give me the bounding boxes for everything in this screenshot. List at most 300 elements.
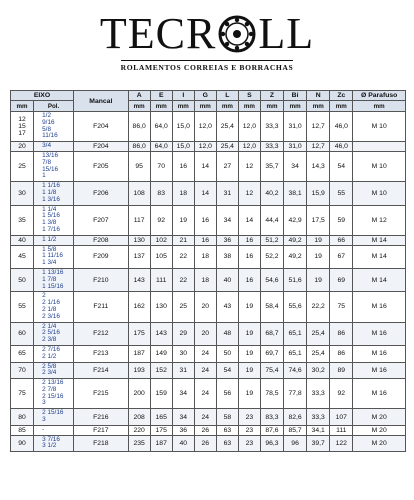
table-row	[11, 345, 406, 362]
cell-z: 69,7	[260, 345, 283, 362]
cell-e: 159	[150, 379, 172, 409]
cell-pol	[34, 142, 74, 152]
cell-e: 130	[150, 292, 172, 322]
cell-a: 86,0	[128, 112, 150, 142]
cell-mm	[11, 362, 34, 379]
table-row	[11, 409, 406, 426]
pol-value: 1 11/16	[42, 252, 63, 260]
cell-n: 39,7	[307, 435, 330, 452]
pol-value: 2 1/2	[42, 352, 57, 360]
table-row	[11, 182, 406, 205]
cell-s: 19	[238, 379, 260, 409]
cell-pol	[34, 112, 74, 142]
cell-g: 16	[194, 235, 216, 245]
mm-value: 25	[18, 163, 26, 171]
header-parafuso: Ø Parafuso	[353, 91, 406, 101]
pol-value: 2 1/16	[42, 299, 60, 307]
pol-value: 1 1/4	[42, 205, 57, 213]
cell-parafuso: M 20	[353, 425, 406, 435]
mm-value: 30	[18, 189, 26, 197]
cell-mm	[11, 245, 34, 268]
cell-g: 12,0	[194, 112, 216, 142]
mm-value: 35	[18, 216, 26, 224]
header-dim-g: G	[194, 91, 216, 101]
unit-mm: mm	[172, 101, 194, 112]
pol-value: 2 7/16	[42, 345, 60, 353]
cell-pol	[34, 409, 74, 426]
cell-e: 102	[150, 235, 172, 245]
cell-i: 36	[172, 425, 194, 435]
cell-mm	[11, 182, 34, 205]
cell-a: 117	[128, 205, 150, 235]
cell-parafuso: M 14	[353, 235, 406, 245]
pol-value: 3	[42, 416, 46, 424]
unit-mm: mm	[150, 101, 172, 112]
cell-g: 24	[194, 409, 216, 426]
cell-mancal: F208	[74, 235, 129, 245]
cell-mm	[11, 151, 34, 181]
cell-l: 27	[216, 151, 238, 181]
header-dim-l: L	[216, 91, 238, 101]
cell-parafuso: M 14	[353, 245, 406, 268]
unit-mm: mm	[307, 101, 330, 112]
pol-value: 1 5/8	[42, 245, 57, 253]
cell-n: 19	[307, 268, 330, 291]
cell-a: 130	[128, 235, 150, 245]
cell-s: 16	[238, 268, 260, 291]
cell-parafuso	[353, 142, 406, 152]
cell-g: 24	[194, 345, 216, 362]
pol-value: 2 15/16	[42, 409, 64, 417]
cell-mm	[11, 425, 34, 435]
table-row	[11, 151, 406, 181]
pol-value: 1 7/16	[42, 225, 60, 233]
pol-value: 9/16	[42, 118, 55, 126]
header-mancal: Mancal	[74, 91, 129, 112]
mm-value: 80	[18, 413, 26, 421]
cell-mancal: F216	[74, 409, 129, 426]
cell-zc: 86	[330, 345, 353, 362]
pol-value: 2 7/8	[42, 385, 57, 393]
cell-zc: 107	[330, 409, 353, 426]
cell-s: 12	[238, 182, 260, 205]
pol-value: 15/16	[42, 165, 59, 173]
cell-pol	[34, 268, 74, 291]
pol-value: -	[42, 425, 45, 433]
cell-a: 95	[128, 151, 150, 181]
cell-bi: 51,6	[284, 268, 307, 291]
table-row	[11, 235, 406, 245]
table-row	[11, 112, 406, 142]
cell-n: 34,1	[307, 425, 330, 435]
cell-n: 25,4	[307, 322, 330, 345]
cell-mm	[11, 112, 34, 142]
cell-parafuso: M 16	[353, 362, 406, 379]
cell-parafuso: M 12	[353, 205, 406, 235]
table-row	[11, 142, 406, 152]
cell-z: 75,4	[260, 362, 283, 379]
unit-mm: mm	[353, 101, 406, 112]
unit-mm: mm	[128, 101, 150, 112]
cell-s: 12,0	[238, 142, 260, 152]
bearing-dimensions-table	[10, 90, 406, 452]
cell-mancal: F211	[74, 292, 129, 322]
header-dim-n: N	[307, 91, 330, 101]
pol-value: 1 1/8	[42, 188, 57, 196]
cell-s: 23	[238, 435, 260, 452]
cell-i: 29	[172, 322, 194, 345]
pol-value: 2 3/4	[42, 369, 57, 377]
pol-value: 2 3/8	[42, 336, 57, 344]
header-eixo-mm: mm	[11, 101, 34, 112]
cell-a: 143	[128, 268, 150, 291]
cell-mm	[11, 142, 34, 152]
cell-l: 31	[216, 182, 238, 205]
cell-zc: 75	[330, 292, 353, 322]
cell-e: 187	[150, 435, 172, 452]
cell-e: 111	[150, 268, 172, 291]
cell-i: 19	[172, 205, 194, 235]
cell-z: 58,4	[260, 292, 283, 322]
table-row	[11, 322, 406, 345]
cell-parafuso: M 14	[353, 268, 406, 291]
pol-value: 1 5/16	[42, 212, 60, 220]
pol-value: 3	[42, 399, 46, 407]
cell-l: 25,4	[216, 112, 238, 142]
cell-g: 26	[194, 435, 216, 452]
cell-a: 235	[128, 435, 150, 452]
mm-value: 90	[18, 439, 26, 447]
cell-parafuso: M 16	[353, 322, 406, 345]
cell-pol	[34, 245, 74, 268]
cell-parafuso: M 10	[353, 112, 406, 142]
cell-a: 162	[128, 292, 150, 322]
cell-mm	[11, 409, 34, 426]
pol-value: 1 15/16	[42, 282, 64, 290]
mm-value: 17	[18, 130, 26, 138]
brand-logo	[0, 9, 414, 74]
cell-e: 64,0	[150, 142, 172, 152]
cell-g: 20	[194, 292, 216, 322]
cell-g: 18	[194, 245, 216, 268]
cell-bi: 82,6	[284, 409, 307, 426]
cell-g: 16	[194, 205, 216, 235]
unit-mm: mm	[284, 101, 307, 112]
header-dim-z: Z	[260, 91, 283, 101]
cell-bi: 31,0	[284, 112, 307, 142]
pol-value: 2 1/8	[42, 305, 57, 313]
cell-n: 25,4	[307, 345, 330, 362]
cell-mm	[11, 235, 34, 245]
cell-mm	[11, 435, 34, 452]
header-dim-zc: Zc	[330, 91, 353, 101]
cell-z: 87,6	[260, 425, 283, 435]
cell-mm	[11, 379, 34, 409]
pol-value: 3 1/2	[42, 442, 57, 450]
cell-mancal: F209	[74, 245, 129, 268]
pol-value: 1 3/16	[42, 195, 60, 203]
mm-value: 70	[18, 366, 26, 374]
cell-n: 12,7	[307, 112, 330, 142]
cell-bi: 49,2	[284, 245, 307, 268]
header-dim-a: A	[128, 91, 150, 101]
cell-z: 96,3	[260, 435, 283, 452]
pol-value: 1	[42, 172, 46, 180]
cell-bi: 77,8	[284, 379, 307, 409]
cell-l: 48	[216, 322, 238, 345]
cell-n: 33,3	[307, 379, 330, 409]
cell-a: 187	[128, 345, 150, 362]
cell-z: 44,4	[260, 205, 283, 235]
cell-l: 63	[216, 425, 238, 435]
cell-i: 34	[172, 379, 194, 409]
cell-pol	[34, 435, 74, 452]
cell-pol	[34, 205, 74, 235]
cell-i: 22	[172, 268, 194, 291]
pol-value: 2 15/16	[42, 392, 64, 400]
cell-mm	[11, 292, 34, 322]
cell-mancal: F205	[74, 151, 129, 181]
cell-g: 24	[194, 379, 216, 409]
cell-i: 16	[172, 151, 194, 181]
cell-e: 64,0	[150, 112, 172, 142]
cell-g: 26	[194, 425, 216, 435]
pol-value: 1 3/8	[42, 219, 57, 227]
cell-g: 24	[194, 362, 216, 379]
cell-s: 19	[238, 345, 260, 362]
cell-mancal: F206	[74, 182, 129, 205]
cell-bi: 85,7	[284, 425, 307, 435]
brand-tagline: ROLAMENTOS CORREIAS E BORRACHAS	[121, 60, 294, 72]
cell-parafuso: M 10	[353, 182, 406, 205]
table-row	[11, 268, 406, 291]
cell-l: 54	[216, 362, 238, 379]
mm-value: 75	[18, 390, 26, 398]
cell-z: 78,5	[260, 379, 283, 409]
table-row	[11, 425, 406, 435]
cell-n: 30,2	[307, 362, 330, 379]
cell-zc: 111	[330, 425, 353, 435]
cell-zc: 46,0	[330, 142, 353, 152]
cell-pol	[34, 182, 74, 205]
pol-value: 2 3/16	[42, 312, 60, 320]
cell-bi: 65,1	[284, 345, 307, 362]
header-dim-bi: Bi	[284, 91, 307, 101]
cell-pol	[34, 292, 74, 322]
cell-mm	[11, 345, 34, 362]
cell-e: 92	[150, 205, 172, 235]
cell-e: 83	[150, 182, 172, 205]
cell-n: 15,9	[307, 182, 330, 205]
unit-mm: mm	[238, 101, 260, 112]
cell-l: 36	[216, 235, 238, 245]
table-row	[11, 379, 406, 409]
cell-a: 175	[128, 322, 150, 345]
cell-a: 137	[128, 245, 150, 268]
pol-value: 1 13/16	[42, 268, 64, 276]
cell-zc: 122	[330, 435, 353, 452]
cell-s: 14	[238, 205, 260, 235]
cell-zc: 69	[330, 268, 353, 291]
cell-g: 14	[194, 182, 216, 205]
mm-value: 65	[18, 350, 26, 358]
cell-zc: 54	[330, 151, 353, 181]
cell-s: 23	[238, 409, 260, 426]
cell-z: 68,7	[260, 322, 283, 345]
table-body	[11, 112, 406, 452]
cell-pol	[34, 235, 74, 245]
cell-z: 33,3	[260, 112, 283, 142]
header-eixo-pol: Pol.	[34, 101, 74, 112]
cell-parafuso: M 16	[353, 292, 406, 322]
cell-pol	[34, 379, 74, 409]
brand-name-left: TECR	[99, 9, 217, 58]
mm-value: 40	[18, 236, 26, 244]
cell-e: 70	[150, 151, 172, 181]
cell-pol	[34, 322, 74, 345]
cell-i: 15,0	[172, 112, 194, 142]
cell-pol	[34, 425, 74, 435]
unit-mm: mm	[260, 101, 283, 112]
cell-mancal: F207	[74, 205, 129, 235]
cell-z: 35,7	[260, 151, 283, 181]
pol-value: 1/2	[42, 112, 51, 119]
cell-l: 56	[216, 379, 238, 409]
cell-i: 30	[172, 345, 194, 362]
cell-parafuso: M 20	[353, 409, 406, 426]
header-dim-s: S	[238, 91, 260, 101]
unit-mm: mm	[216, 101, 238, 112]
cell-a: 108	[128, 182, 150, 205]
cell-i: 25	[172, 292, 194, 322]
cell-mancal: F215	[74, 379, 129, 409]
cell-bi: 38,1	[284, 182, 307, 205]
brand-name-right: LL	[258, 9, 315, 58]
cell-z: 83,3	[260, 409, 283, 426]
pol-value: 3 7/16	[42, 435, 60, 443]
pol-value: 7/8	[42, 158, 51, 166]
cell-s: 12	[238, 151, 260, 181]
cell-s: 19	[238, 292, 260, 322]
cell-g: 14	[194, 151, 216, 181]
cell-n: 33,3	[307, 409, 330, 426]
mm-value: 50	[18, 276, 26, 284]
cell-parafuso: M 10	[353, 151, 406, 181]
mm-value: 12	[18, 116, 26, 124]
cell-z: 54,6	[260, 268, 283, 291]
mm-value: 55	[18, 303, 26, 311]
cell-bi: 96	[284, 435, 307, 452]
cell-i: 21	[172, 235, 194, 245]
cell-bi: 34	[284, 151, 307, 181]
unit-mm: mm	[330, 101, 353, 112]
cell-a: 208	[128, 409, 150, 426]
pol-value: 2 13/16	[42, 379, 64, 387]
cell-l: 40	[216, 268, 238, 291]
cell-i: 15,0	[172, 142, 194, 152]
mm-value: 60	[18, 330, 26, 338]
cell-s: 23	[238, 425, 260, 435]
cell-n: 19	[307, 235, 330, 245]
cell-s: 16	[238, 245, 260, 268]
cell-mancal: F218	[74, 435, 129, 452]
cell-s: 19	[238, 322, 260, 345]
cell-g: 12,0	[194, 142, 216, 152]
cell-g: 18	[194, 268, 216, 291]
pol-value: 1 3/4	[42, 259, 57, 267]
cell-mancal: F217	[74, 425, 129, 435]
header-dim-e: E	[150, 91, 172, 101]
cell-s: 19	[238, 362, 260, 379]
cell-zc: 55	[330, 182, 353, 205]
pol-value: 2	[42, 292, 46, 300]
cell-bi: 55,6	[284, 292, 307, 322]
cell-e: 175	[150, 425, 172, 435]
pol-value: 3/4	[42, 142, 51, 150]
unit-mm: mm	[194, 101, 216, 112]
cell-mm	[11, 205, 34, 235]
cell-zc: 67	[330, 245, 353, 268]
pol-value: 1 1/16	[42, 182, 60, 190]
table-row	[11, 435, 406, 452]
pol-value: 1 7/8	[42, 275, 57, 283]
brand-name	[99, 9, 315, 58]
cell-l: 43	[216, 292, 238, 322]
cell-l: 38	[216, 245, 238, 268]
cell-n: 12,7	[307, 142, 330, 152]
cell-bi: 42,9	[284, 205, 307, 235]
bearing-wheel-icon	[217, 14, 257, 54]
cell-zc: 46,0	[330, 112, 353, 142]
cell-a: 220	[128, 425, 150, 435]
pol-value: 2 5/16	[42, 329, 60, 337]
cell-zc: 66	[330, 235, 353, 245]
pol-value: 2 5/8	[42, 362, 57, 370]
cell-z: 52,2	[260, 245, 283, 268]
pol-value: 11/16	[42, 132, 58, 140]
cell-mancal: F212	[74, 322, 129, 345]
cell-parafuso: M 16	[353, 345, 406, 362]
cell-bi: 49,2	[284, 235, 307, 245]
cell-mm	[11, 268, 34, 291]
cell-a: 200	[128, 379, 150, 409]
cell-i: 22	[172, 245, 194, 268]
cell-a: 193	[128, 362, 150, 379]
cell-n: 17,5	[307, 205, 330, 235]
table-row	[11, 362, 406, 379]
cell-l: 63	[216, 435, 238, 452]
cell-mancal: F210	[74, 268, 129, 291]
cell-i: 31	[172, 362, 194, 379]
cell-n: 22,2	[307, 292, 330, 322]
cell-e: 152	[150, 362, 172, 379]
cell-i: 40	[172, 435, 194, 452]
header-dim-i: I	[172, 91, 194, 101]
cell-z: 40,2	[260, 182, 283, 205]
cell-n: 19	[307, 245, 330, 268]
cell-i: 18	[172, 182, 194, 205]
pol-value: 1 1/2	[42, 235, 57, 243]
cell-parafuso: M 16	[353, 379, 406, 409]
table-row	[11, 292, 406, 322]
cell-pol	[34, 362, 74, 379]
pol-value: 2 1/4	[42, 322, 57, 330]
cell-e: 143	[150, 322, 172, 345]
cell-zc: 89	[330, 362, 353, 379]
header-eixo: EIXO	[11, 91, 74, 101]
pol-value: 5/8	[42, 125, 51, 133]
cell-mancal: F204	[74, 142, 129, 152]
